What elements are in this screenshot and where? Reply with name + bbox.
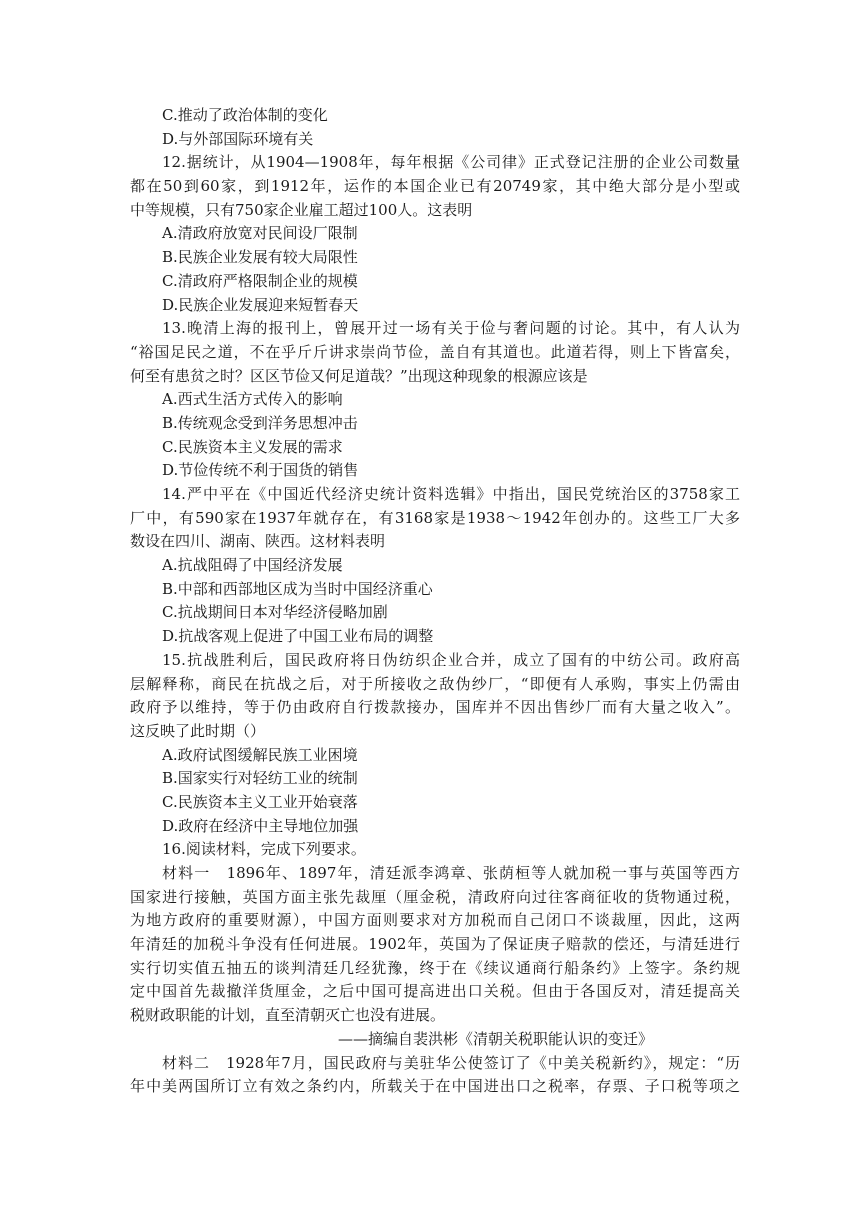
paragraph-first-line: 材料二 1928年7月，国民政府与美驻华公使签订了《中美关税新约》，规定：“历 — [162, 1053, 740, 1072]
option-line: D.抗战客观上促进了中国工业布局的调整 — [162, 627, 434, 646]
paragraph-last-line: 这反映了此时期（） — [130, 721, 266, 740]
paragraph-line: 为地方政府的重要财源），中国方面则要求对方加税而自己闭口不谈裁厘，因此，这两 — [130, 911, 740, 930]
option-line: B.传统观念受到洋务思想冲击 — [162, 413, 358, 432]
option-line: A.抗战阻碍了中国经济发展 — [162, 556, 343, 575]
paragraph-last-line: 税财政职能的计划，直至清朝灭亡也没有进展。 — [130, 1006, 446, 1025]
paragraph-last-line: 数设在四川、湖南、陕西。这材料表明 — [130, 532, 386, 551]
option-line: B.民族企业发展有较大局限性 — [162, 248, 358, 267]
paragraph-first-line: 14.严中平在《中国近代经济史统计资料选辑》中指出，国民党统治区的3758家工 — [162, 485, 740, 503]
paragraph-first-line: 15.抗战胜利后，国民政府将日伪纺织企业合并，成立了国有的中纺公司。政府高 — [162, 650, 740, 669]
paragraph-line: 层解释称，商民在抗战之后，对于所接收之敌伪纱厂，“即便有人承购，事实上仍需由 — [130, 674, 740, 693]
option-line: A.政府试图缓解民族工业困境 — [162, 745, 358, 764]
paragraph-last-line: 中等规模，只有750家企业雇工超过100人。这表明 — [130, 200, 473, 219]
document-body — [130, 104, 740, 1099]
paragraph-line: 年清廷的加税斗争没有任何进展。1902年，英国为了保证庚子赔款的偿还，与清廷进行 — [130, 935, 740, 954]
paragraph-line: 国家进行接触，英国方面主张先裁厘（厘金税，清政府向过往客商征收的货物通过税， — [130, 887, 740, 906]
paragraph-line: “裕国足民之道，不在乎斤斤讲求崇尚节俭，盖自有其道也。此道若得，则上下皆富矣， — [130, 342, 740, 361]
option-line: C.清政府严格限制企业的规模 — [162, 271, 358, 290]
option-line: D.节俭传统不利于国货的销售 — [162, 461, 359, 480]
paragraph-line: 厂中，有590家在1937年就存在，有3168家是1938～1942年创办的。这些工厂大多 — [130, 508, 740, 527]
option-line: D.与外部国际环境有关 — [162, 129, 314, 148]
option-line: C.抗战期间日本对华经济侵略加剧 — [162, 603, 388, 622]
option-line: A.清政府放宽对民间设厂限制 — [162, 224, 358, 243]
paragraph-line: 政府予以维持，等于仍由政府自行拨款接办，国库并不因出售纱厂而有大量之收入”。 — [130, 698, 740, 717]
paragraph-first-line: 13.晚清上海的报刊上，曾展开过一场有关于俭与奢问题的讨论。其中，有人认为 — [162, 319, 740, 338]
option-line: C.民族资本主义发展的需求 — [162, 437, 343, 456]
paragraph-first-line: 材料一 1896年、1897年，清廷派李鸿章、张荫桓等人就加税一事与英国等西方 — [162, 864, 740, 882]
paragraph-first-line: 12.据统计，从1904—1908年，每年根据《公司律》正式登记注册的企业公司数量 — [162, 153, 740, 172]
source-citation: ——摘编自裴洪彬《清朝关税职能认识的变迁》 — [338, 1029, 654, 1048]
option-line: B.中部和西部地区成为当时中国经济重心 — [162, 579, 433, 598]
option-line: C.民族资本主义工业开始衰落 — [162, 792, 358, 811]
paragraph-line: 实行切实值五抽五的谈判清廷几经犹豫，终于在《续议通商行船条约》上签字。条约规 — [130, 958, 740, 977]
paragraph-last-line: 何至有患贫之时？区区节俭又何足道哉？”出现这种现象的根源应该是 — [130, 366, 588, 385]
option-line: D.政府在经济中主导地位加强 — [162, 816, 359, 835]
paragraph-line: 年中美两国所订立有效之条约内，所载关于在中国进出口之税率，存票、子口税等项之 — [130, 1077, 740, 1096]
option-line: 16.阅读材料，完成下列要求。 — [162, 840, 366, 859]
option-line: B.国家实行对轻纺工业的统制 — [162, 769, 358, 788]
option-line: A.西式生活方式传入的影响 — [162, 390, 343, 409]
paragraph-line: 都在50到60家，到1912年，运作的本国企业已有20749家，其中绝大部分是小型或 — [130, 177, 740, 196]
option-line: C.推动了政治体制的变化 — [162, 106, 328, 124]
option-line: D.民族企业发展迎来短暂春天 — [162, 295, 359, 314]
paragraph-line: 定中国首先裁撤洋货厘金，之后中国可提高进出口关税。但由于各国反对，清廷提高关 — [130, 982, 740, 1001]
